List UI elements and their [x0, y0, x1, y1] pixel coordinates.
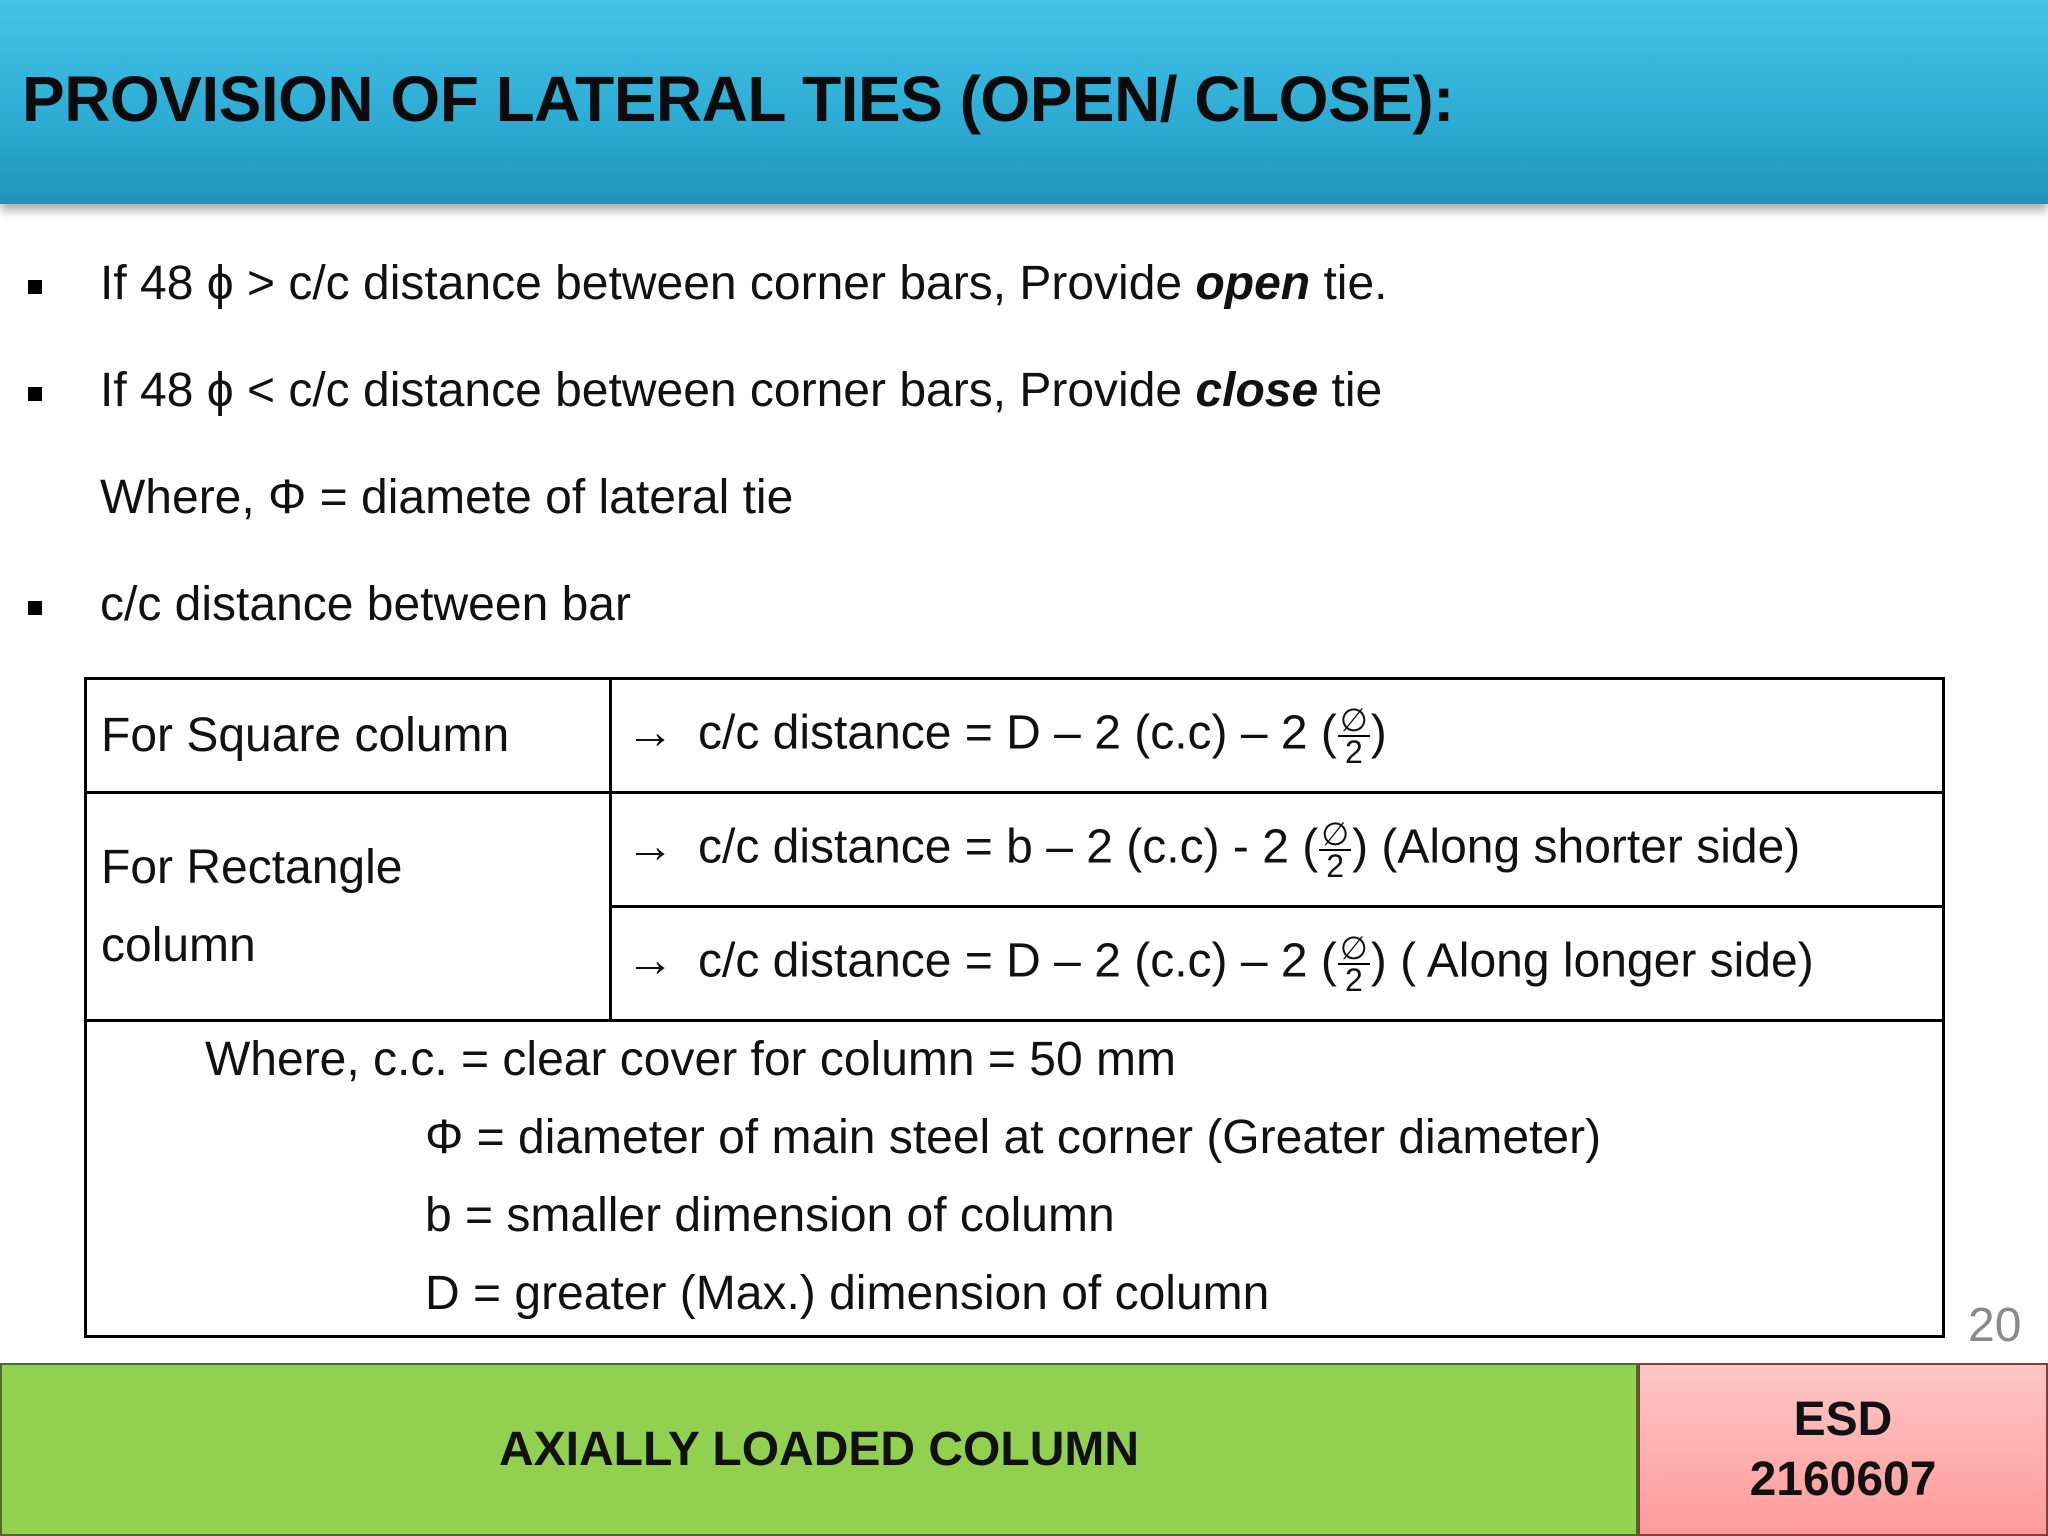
- formula-text: ) (Along shorter side): [1352, 820, 1801, 874]
- fraction-denominator: 2: [1326, 847, 1345, 884]
- bullet-text: If 48 ϕ > c/c distance between corner bars, Provide: [100, 257, 1196, 310]
- arrow-icon: →: [626, 934, 674, 988]
- table-row: [86, 793, 1944, 907]
- rect-label-line1: For Rectangle: [101, 840, 403, 894]
- bullet-marker: [28, 601, 42, 615]
- fraction-numerator: ∅: [1339, 929, 1368, 966]
- footer-course-line2: 2160607: [1749, 1452, 1937, 1506]
- formula-text: c/c distance = D – 2 (c.c) – 2 (: [698, 934, 1337, 988]
- fraction-denominator: 2: [1344, 961, 1363, 998]
- rectangle-column-label: [86, 793, 611, 1021]
- emphasis-open: open: [1195, 257, 1311, 310]
- slide-title: PROVISION OF LATERAL TIES (OPEN/ CLOSE):: [22, 63, 1454, 135]
- formula-text: ) ( Along longer side): [1370, 934, 1814, 988]
- rect-formula-longer: [611, 907, 1944, 1021]
- definitions-cell: [86, 1021, 1944, 1337]
- footer-course-line1: ESD: [1793, 1392, 1893, 1446]
- cc-distance-table: [84, 677, 1945, 1338]
- page-number: 20: [1968, 1299, 2022, 1352]
- footer-topic: AXIALLY LOADED COLUMN: [0, 1363, 1638, 1536]
- bullet-text: If 48 ϕ < c/c distance between corner bars, Provide: [100, 364, 1196, 417]
- arrow-icon: →: [626, 706, 674, 760]
- fraction-denominator: 2: [1344, 733, 1363, 770]
- fraction-numerator: ∅: [1339, 701, 1368, 738]
- definition-phi: Φ = diameter of main steel at corner (Greater diameter): [425, 1111, 1602, 1164]
- phi-over-2-fraction: [1319, 815, 1351, 884]
- definition-b: b = smaller dimension of column: [425, 1189, 1115, 1242]
- rect-formula-shorter: [611, 793, 1944, 907]
- title-banner: [0, 0, 2048, 204]
- emphasis-close: close: [1195, 364, 1319, 417]
- phi-over-2-fraction: [1338, 929, 1370, 998]
- square-formula: [611, 679, 1944, 793]
- footer-course-code: [1638, 1363, 2048, 1536]
- rect-label-line2: column: [101, 918, 256, 972]
- where-lateral-tie: Where, Φ = diamete of lateral tie: [100, 471, 794, 524]
- phi-over-2-fraction: [1338, 701, 1370, 770]
- formula-text: c/c distance = b – 2 (c.c) - 2 (: [698, 820, 1319, 874]
- bullet-open-tie: [100, 256, 1387, 311]
- bullet-marker: [28, 387, 42, 401]
- table-row: [86, 679, 1944, 793]
- bullet-text: tie: [1318, 364, 1383, 417]
- bullet-text: tie.: [1310, 257, 1388, 310]
- table-row: [86, 1021, 1944, 1337]
- formula-text: ): [1370, 706, 1387, 760]
- definition-d: D = greater (Max.) dimension of column: [425, 1267, 1270, 1320]
- formula-text: c/c distance = D – 2 (c.c) – 2 (: [698, 706, 1337, 760]
- bullet-marker: [28, 280, 42, 294]
- arrow-icon: →: [626, 820, 674, 874]
- bullet-cc-distance: c/c distance between bar: [100, 578, 631, 631]
- bullet-close-tie: [100, 363, 1382, 418]
- square-column-label: For Square column: [86, 679, 611, 793]
- definition-clear-cover: Where, c.c. = clear cover for column = 50 mm: [205, 1033, 1176, 1086]
- fraction-numerator: ∅: [1321, 815, 1350, 852]
